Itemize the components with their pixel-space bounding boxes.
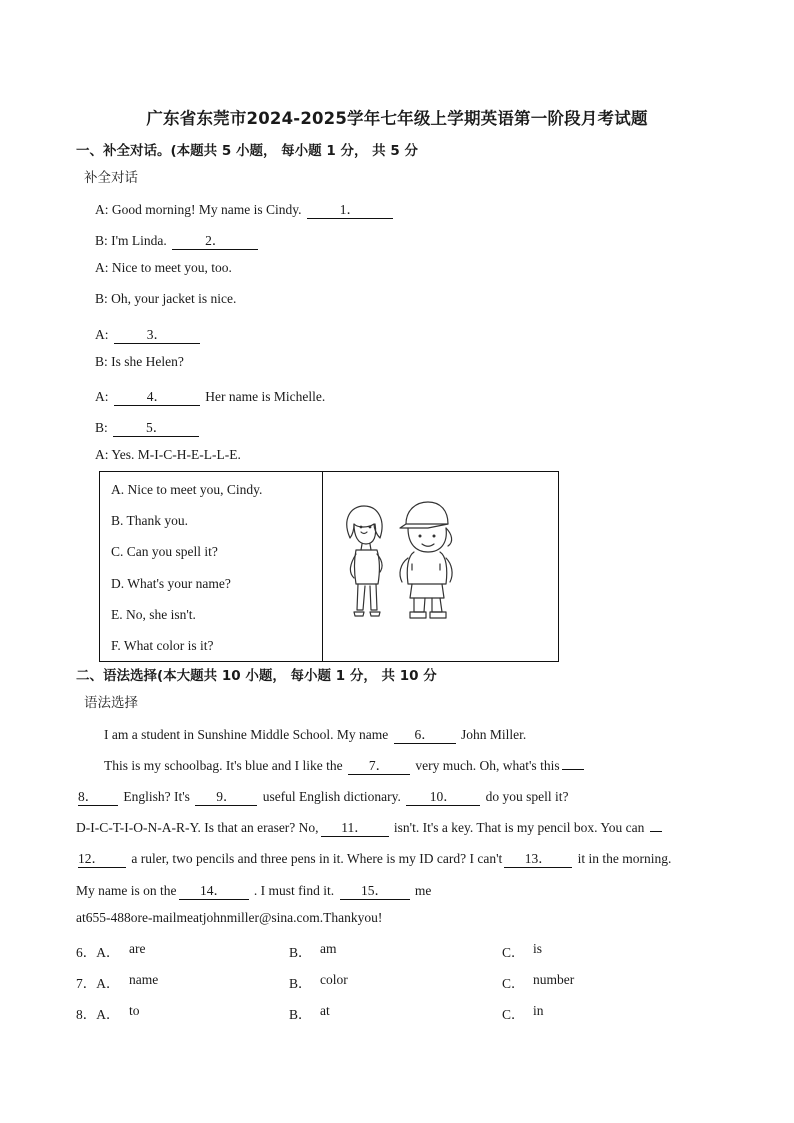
blank-7[interactable]: 7． — [348, 754, 410, 775]
option-a: A. Nice to meet you, Cindy. — [111, 482, 263, 497]
option-b: B. Thank you. — [111, 513, 188, 528]
q8-option-a[interactable]: to — [129, 1003, 140, 1018]
passage-text: useful English dictionary. — [259, 789, 405, 804]
passage-text: it in the morning. — [574, 851, 672, 866]
passage-text: English? It's — [120, 789, 194, 804]
blank-11[interactable]: 11． — [321, 816, 389, 837]
dialog-line-8 — [95, 416, 201, 437]
q8-option-c-label: C． — [502, 1007, 525, 1022]
passage-text: . I must find it. — [250, 883, 338, 898]
dialog-line-6: B: Is she Helen? — [95, 354, 184, 369]
passage-line-2 — [104, 754, 586, 775]
q8-option-b-label: B． — [289, 1007, 312, 1022]
dialog-line-9: A: Yes. M-I-C-H-E-L-L-E. — [95, 447, 241, 462]
dialog-line-1 — [95, 198, 395, 219]
passage-text: isn't. It's a key. That is my pencil box. You can — [390, 820, 648, 835]
blank-9[interactable]: 9． — [195, 785, 257, 806]
section2-subheading: 语法选择 — [84, 695, 138, 711]
dialog-text: B: I'm Linda. — [95, 233, 171, 248]
q7-option-b[interactable]: color — [320, 972, 348, 987]
blank-15[interactable]: 15． — [340, 879, 410, 900]
blank-8[interactable]: 8． — [78, 785, 118, 806]
option-e: E. No, she isn't. — [111, 607, 196, 622]
passage-text: a ruler, two pencils and three pens in it. Where is my ID card? I can't — [128, 851, 503, 866]
answer-blank-1[interactable]: 1． — [307, 198, 393, 219]
dialog-text: A: Good morning! My name is Cindy. — [95, 202, 305, 217]
two-kids-illustration — [328, 494, 468, 634]
passage-line-7: at655-488ore-mailmeatjohnmiller@sina.com.Thankyou! — [76, 910, 383, 925]
blank-12-start — [650, 831, 662, 832]
option-f: F. What color is it? — [111, 638, 214, 653]
blank-12[interactable]: 12． — [78, 847, 126, 868]
q6-option-c[interactable]: is — [533, 941, 543, 956]
passage-line-6 — [76, 879, 431, 900]
dialog-text: A: — [95, 389, 112, 404]
question-7-number: 7．A． — [76, 976, 120, 991]
passage-text: John Miller. — [457, 727, 527, 742]
q7-option-a[interactable]: name — [129, 972, 159, 987]
dialog-line-7 — [95, 385, 325, 406]
q6-option-a[interactable]: are — [129, 941, 146, 956]
section2-heading: 二、语法选择(本大题共 10 小题， 每小题 1 分， 共 10 分 — [76, 668, 437, 684]
passage-text: I am a student in Sunshine Middle School. My name — [104, 727, 392, 742]
options-table — [99, 471, 559, 662]
passage-text: My name is on the — [76, 883, 177, 898]
blank-8-start — [562, 769, 584, 770]
q6-option-c-label: C． — [502, 945, 525, 960]
q8-option-c[interactable]: in — [533, 1003, 544, 1018]
table-divider — [322, 472, 323, 661]
answer-blank-2[interactable]: 2． — [172, 229, 258, 250]
answer-blank-4[interactable]: 4． — [114, 385, 200, 406]
dialog-text: B: — [95, 420, 112, 435]
passage-line-5 — [76, 847, 671, 868]
q7-option-c-label: C． — [502, 976, 525, 991]
q7-option-c[interactable]: number — [533, 972, 575, 987]
dialog-line-2 — [95, 229, 260, 250]
dialog-text: Her name is Michelle. — [201, 389, 326, 404]
section1-heading: 一、补全对话。(本题共 5 小题， 每小题 1 分， 共 5 分 — [76, 143, 418, 159]
answer-blank-5[interactable]: 5． — [113, 416, 199, 437]
dialog-line-4: B: Oh, your jacket is nice. — [95, 291, 237, 306]
q6-option-b-label: B． — [289, 945, 312, 960]
question-6-number: 6．A． — [76, 945, 120, 960]
blank-6[interactable]: 6． — [394, 723, 456, 744]
page-title: 广东省东莞市2024-2025学年七年级上学期英语第一阶段月考试题 — [146, 109, 648, 128]
q6-option-b[interactable]: am — [320, 941, 337, 956]
passage-text: do you spell it? — [482, 789, 569, 804]
passage-line-3 — [76, 785, 569, 806]
dialog-line-3: A: Nice to meet you, too. — [95, 260, 232, 275]
option-c: C. Can you spell it? — [111, 544, 218, 559]
option-d: D. What's your name? — [111, 576, 231, 591]
question-8-number: 8．A． — [76, 1007, 120, 1022]
passage-text: D-I-C-T-I-O-N-A-R-Y. Is that an eraser? No, — [76, 820, 319, 835]
passage-text: me — [411, 883, 432, 898]
passage-text: This is my schoolbag. It's blue and I like the — [104, 758, 347, 773]
blank-10[interactable]: 10． — [406, 785, 480, 806]
dialog-line-5 — [95, 323, 202, 344]
section1-subheading: 补全对话 — [84, 170, 138, 186]
answer-blank-3[interactable]: 3． — [114, 323, 200, 344]
q7-option-b-label: B． — [289, 976, 312, 991]
blank-14[interactable]: 14． — [179, 879, 249, 900]
passage-line-4 — [76, 816, 664, 837]
q8-option-b[interactable]: at — [320, 1003, 330, 1018]
passage-text: very much. Oh, what's this — [412, 758, 560, 773]
passage-line-1 — [104, 723, 526, 744]
dialog-text: A: — [95, 327, 112, 342]
blank-13[interactable]: 13． — [504, 847, 572, 868]
